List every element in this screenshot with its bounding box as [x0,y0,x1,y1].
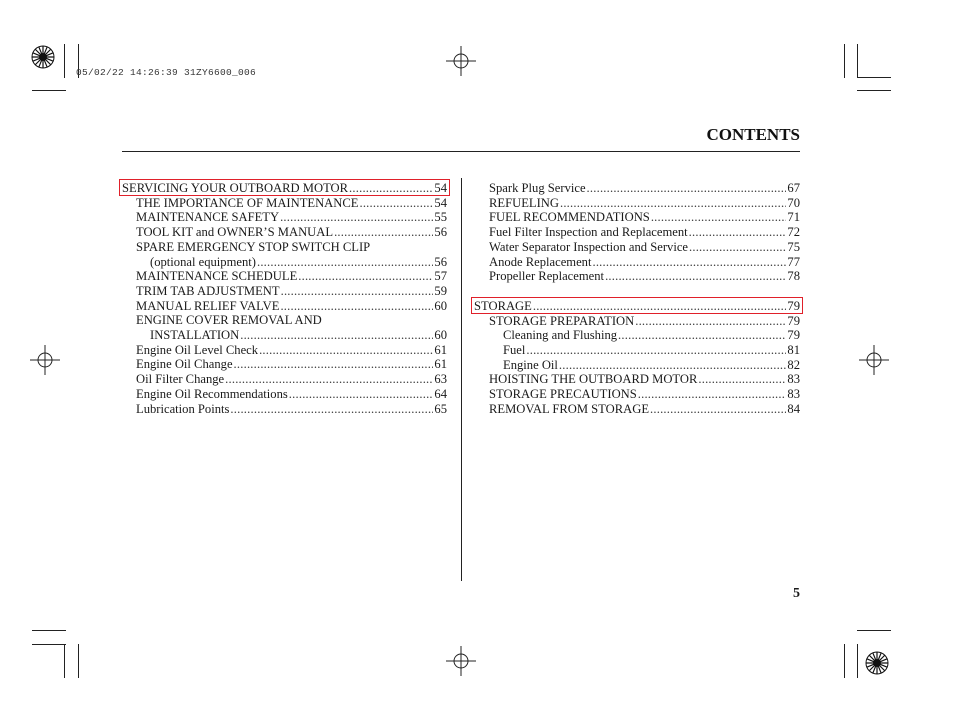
crop-mark [844,644,845,678]
dot-leader [225,372,433,386]
toc-entry-title: Oil Filter Change [136,372,225,387]
toc-entry[interactable] [136,357,447,371]
registration-crosshair-icon [30,345,60,375]
toc-entry-page: 83 [787,372,800,387]
dot-leader [289,387,434,401]
toc-entry-title: Lubrication Points [136,401,230,416]
toc-entry-title: MAINTENANCE SCHEDULE [136,269,298,284]
registration-crosshair-icon [859,345,889,375]
toc-entry[interactable] [489,210,800,224]
toc-entry-title: Engine Oil [503,357,558,372]
toc-entry[interactable] [150,328,447,342]
toc-entry-page: 84 [787,401,800,416]
toc-entry-title: Engine Oil Recommendations [136,386,288,401]
toc-entry-title: Cleaning and Flushing [503,328,618,343]
dot-leader [359,196,433,210]
toc-entry-page: 67 [787,181,800,195]
toc-entry-title: TOOL KIT and OWNER’S MANUAL [136,225,334,240]
toc-entry-title: INSTALLATION [150,328,240,342]
toc-entry-title: FUEL RECOMMENDATIONS [489,210,650,225]
dot-leader [257,255,433,269]
column-divider [461,178,462,581]
toc-entry-title: Spark Plug Service [489,181,586,195]
toc-entry-title: SERVICING YOUR OUTBOARD MOTOR [122,181,349,195]
toc-entry[interactable] [489,269,800,283]
toc-entry-page: 57 [434,269,447,284]
toc-entry-page: 63 [434,372,447,387]
dot-leader [234,357,434,371]
page-title: CONTENTS [706,125,800,144]
registration-crosshair-icon [446,646,476,676]
crop-mark [32,644,66,645]
toc-entry[interactable] [136,225,447,239]
registration-starburst-icon [864,650,890,676]
toc-entry[interactable] [489,372,800,386]
highlight-box [471,297,803,314]
toc-entry-page: 81 [787,343,800,357]
dot-leader [592,255,786,269]
toc-entry-title: Water Separator Inspection and Service [489,239,689,254]
toc-entry-page: 56 [434,254,447,269]
toc-entry-title: SPARE EMERGENCY STOP SWITCH CLIP [136,239,371,254]
toc-entry-page: 78 [787,269,800,284]
toc-entry[interactable] [136,313,322,327]
dot-leader [651,210,787,224]
dot-leader [298,269,433,283]
toc-entry-title: Engine Oil Change [136,357,233,372]
crop-mark [64,44,65,78]
toc-entry-page: 59 [434,283,447,298]
dot-leader [618,328,786,342]
dot-leader [526,343,786,357]
dot-leader [230,402,433,416]
toc-entry-page: 82 [787,357,800,372]
dot-leader [587,181,787,195]
toc-entry-title: MANUAL RELIEF VALVE [136,298,280,313]
toc-entry-page: 54 [434,181,447,195]
toc-entry-page: 61 [434,342,447,357]
toc-entry-title: THE IMPORTANCE OF MAINTENANCE [136,195,359,210]
dot-leader [605,269,786,283]
toc-entry-title: (optional equipment) [150,254,256,269]
toc-entry[interactable] [136,343,447,357]
toc-entry[interactable] [136,269,447,283]
dot-leader [259,343,433,357]
crop-mark [32,90,66,91]
toc-entry-title: Engine Oil Level Check [136,342,259,357]
dot-leader [240,328,433,342]
toc-entry-page: 70 [787,195,800,210]
page-number: 5 [793,586,800,601]
toc-entry-title: HOISTING THE OUTBOARD MOTOR [489,372,698,387]
toc-entry[interactable] [489,181,800,195]
dot-leader [689,225,787,239]
toc-entry[interactable] [503,343,800,357]
toc-entry-title: REMOVAL FROM STORAGE [489,401,650,416]
toc-entry-page: 60 [434,328,447,342]
toc-entry-page: 64 [434,386,447,401]
toc-entry-page: 61 [434,357,447,372]
crop-mark [32,630,66,631]
highlight-box [119,179,450,196]
toc-entry-page: 72 [787,225,800,240]
crop-mark [78,644,79,678]
toc-entry-title: STORAGE [474,298,532,313]
toc-entry[interactable] [136,372,447,386]
toc-entry-title: Fuel [503,343,526,357]
toc-entry[interactable] [489,225,800,239]
toc-entry[interactable] [136,210,447,224]
toc-entry-title: MAINTENANCE SAFETY [136,210,280,225]
toc-entry[interactable] [136,387,447,401]
toc-entry[interactable] [489,240,800,254]
toc-entry[interactable] [136,284,447,298]
dot-leader [650,402,786,416]
toc-entry-page: 79 [787,328,800,343]
toc-entry-page: 79 [787,313,800,328]
toc-entry[interactable] [136,299,447,313]
toc-entry[interactable] [489,196,800,210]
crop-mark [857,77,891,78]
toc-entry-title: Anode Replacement [489,254,592,269]
toc-entry[interactable] [503,358,800,372]
dot-leader [280,210,433,224]
toc-entry[interactable] [489,402,800,416]
dot-leader [559,358,786,372]
toc-entry-page: 65 [434,401,447,416]
toc-entry-title: Fuel Filter Inspection and Replacement [489,225,688,240]
toc-entry[interactable] [489,255,800,269]
crop-mark [844,44,845,78]
toc-entry-page: 79 [787,298,800,313]
toc-entry-page: 60 [434,298,447,313]
dot-leader [281,284,434,298]
toc-entry[interactable] [136,402,447,416]
crop-mark [857,90,891,91]
toc-entry-page: 71 [787,210,800,225]
toc-entry-title: STORAGE PREPARATION [489,313,635,328]
toc-entry-page: 54 [434,195,447,210]
registration-crosshair-icon [446,46,476,76]
toc-entry[interactable] [503,328,800,342]
toc-entry[interactable] [489,314,800,328]
toc-entry-page: 75 [787,239,800,254]
crop-mark [857,44,858,78]
toc-entry[interactable] [136,240,370,254]
crop-mark [857,630,891,631]
dot-leader [698,372,786,386]
toc-entry-title: STORAGE PRECAUTIONS [489,387,637,402]
toc-entry-page: 56 [434,225,447,240]
toc-entry[interactable] [150,255,447,269]
dot-leader [689,240,786,254]
toc-entry-page: 55 [434,210,447,225]
toc-entry[interactable] [489,387,800,401]
crop-mark [857,644,858,678]
toc-entry-title: TRIM TAB ADJUSTMENT [136,283,280,298]
header-rule [122,151,800,152]
toc-entry-page: 77 [787,254,800,269]
toc-entry-title: ENGINE COVER REMOVAL AND [136,313,322,328]
dot-leader [280,299,433,313]
toc-entry[interactable] [136,196,447,210]
toc-entry-page: 83 [787,387,800,402]
dot-leader [635,314,786,328]
print-stamp: 05/02/22 14:26:39 31ZY6600_006 [76,67,257,78]
dot-leader [638,387,787,401]
toc-entry-title: Propeller Replacement [489,269,605,284]
dot-leader [560,196,786,210]
crop-mark [64,644,65,678]
registration-starburst-icon [30,44,56,70]
dot-leader [334,225,433,239]
toc-entry-title: REFUELING [489,195,559,210]
